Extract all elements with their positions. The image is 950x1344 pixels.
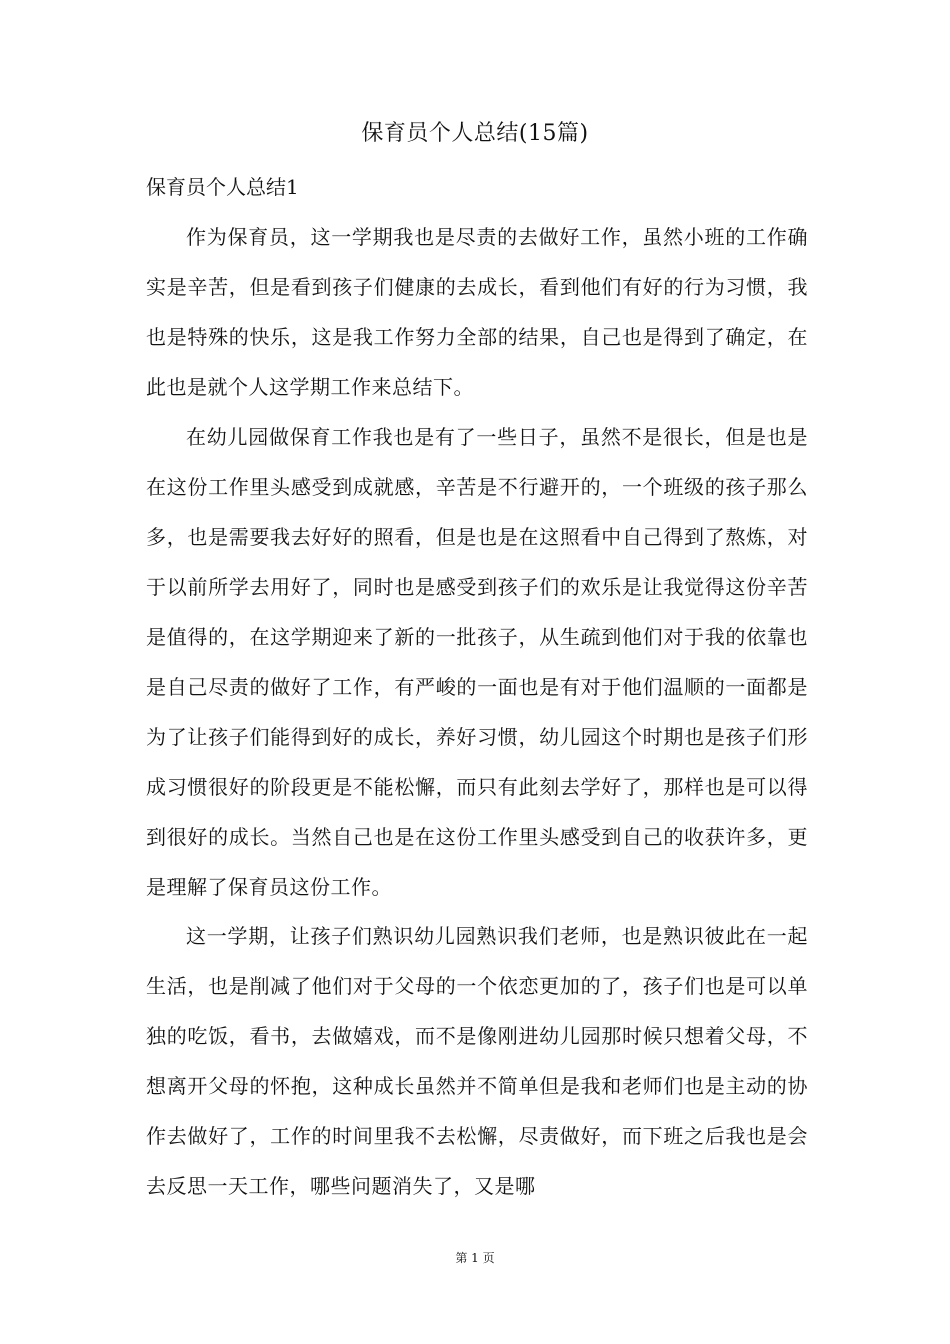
paragraph-2: 在幼儿园做保育工作我也是有了一些日子，虽然不是很长，但是也是在这份工作里头感受到成就感，辛苦是不行避开的，一个班级的孩子那么多，也是需要我去好好的照看，但是也是在这照看中自己得到了熬炼，对于以前所学去用好了，同时也是感受到孩子们的欢乐是让我觉得这份辛苦是值得的，在这学期迎来了新的一批孩子，从生疏到他们对于我的依靠也是自己尽责的做好了工作，有严峻的一面也是有对于他们温顺的一面都是为了让孩子们能得到好的成长，养好习惯，幼儿园这个时期也是孩子们形成习惯很好的阶段更是不能松懈，而只有此刻去学好了，那样也是可以得到很好的成长。当然自己也是在这份工作里头感受到自己的收获许多，更是理解了保育员这份工作。 (146, 425, 808, 899)
paragraph-3: 这一学期，让孩子们熟识幼儿园熟识我们老师，也是熟识彼此在一起生活，也是削减了他们对于父母的一个依恋更加的了，孩子们也是可以单独的吃饭，看书，去做嬉戏，而不是像刚进幼儿园那时候只想着父母，不想离开父母的怀抱，这种成长虽然并不简单但是我和老师们也是主动的协作去做好了，工作的时间里我不去松懈，尽责做好，而下班之后我也是会去反思一天工作，哪些问题消失了，又是哪 (146, 924, 808, 1198)
section-heading: 保育员个人总结1 (146, 175, 299, 199)
page-number: 第 1 页 (455, 1251, 495, 1265)
paragraph-1: 作为保育员，这一学期我也是尽责的去做好工作，虽然小班的工作确实是辛苦，但是看到孩子们健康的去成长，看到他们有好的行为习惯，我也是特殊的快乐，这是我工作努力全部的结果，自己也是得到了确定，在此也是就个人这学期工作来总结下。 (146, 225, 808, 399)
document-title: 保育员个人总结(15篇) (361, 121, 589, 146)
